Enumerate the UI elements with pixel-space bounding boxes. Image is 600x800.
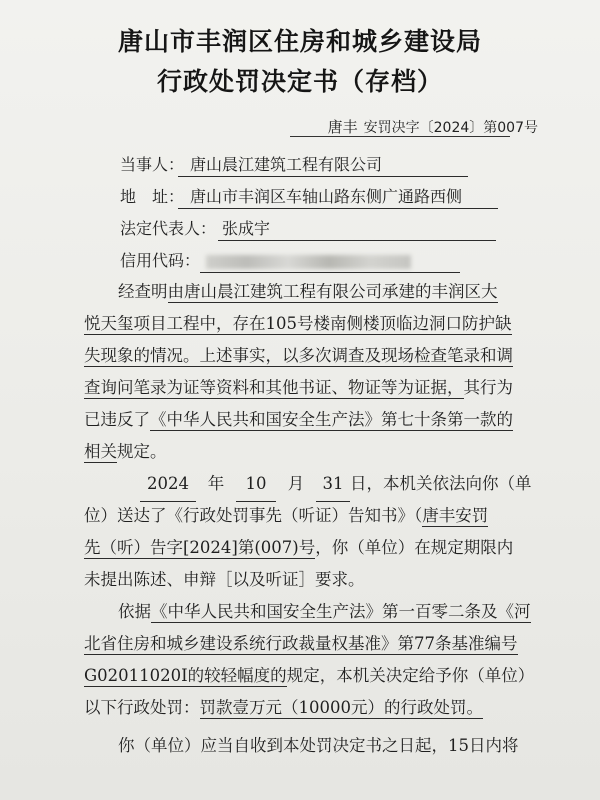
legal-rep-underline [218,240,496,241]
notice-month: 10 [236,468,276,502]
findings-text: 其行为 [463,378,513,397]
findings-text: 已违反了 [84,410,150,429]
party-field [120,152,382,175]
notice-number: 唐丰安罚 [422,506,489,525]
findings-text: 悦天玺项目工程中，存在105号楼南侧楼顶临边洞口防护缺 [84,314,512,333]
credit-code-underline [200,272,460,273]
decision-text: G02011020I的较轻幅度的 [84,666,287,685]
legal-rep-field [120,216,270,239]
decision-paragraph [84,596,570,724]
notice-text: 未提出陈述、申辩［以及听证］要求。 [84,570,365,589]
redacted-credit-code [206,255,411,269]
payment-paragraph [84,730,570,762]
document-title: 行政处罚决定书（存档） [156,67,443,96]
credit-code-label: 信用代码： [120,251,201,270]
address-underline [178,208,498,209]
address-value: 唐山市丰润区车轴山路东侧广通路西侧 [190,187,463,206]
notice-text: ，你（单位）在规定期限内 [315,538,514,557]
agency-title: 唐山市丰润区住房和城乡建设局 [117,27,482,56]
document-number [328,116,538,137]
address-label: 地 址： [120,187,185,206]
document-number-underline [290,136,510,137]
penalty-amount: 罚款壹万元（10000元）的行政处罚。 [199,698,483,717]
decision-text: 以下行政处罚： [84,698,200,717]
address-field [120,184,462,207]
party-underline [178,176,468,177]
notice-text: 位）送达了《行政处罚事先（听证）告知书》（ [84,506,423,525]
notice-text: 日，本机关依法向你（单 [350,474,532,493]
decision-text: 《中华人民共和国安全生产法》第一百零二条及《河 [151,602,531,621]
legal-rep-label: 法定代表人： [120,219,217,238]
findings-text: 规定。 [117,442,167,461]
notice-text: 年 [207,474,225,493]
decision-text: 北省住房和城乡建设系统行政裁量权基准》第77条基准编号 [84,634,518,653]
findings-text: 失现象的情况。上述事实，以多次调查及现场检查笔录和调 [84,346,513,365]
party-value: 唐山晨江建筑工程有限公司 [190,155,383,174]
notice-year: 2024 [140,468,196,502]
findings-text: 相关 [84,442,117,461]
notice-day: 31 [316,468,350,502]
findings-text: 查询问笔录为证等资料和其他书证、物证等为证据， [84,378,464,397]
payment-text: 你（单位）应当自收到本处罚决定书之日起，15日内将 [118,736,519,755]
notice-number: 先（听）告字[2024]第(007)号 [84,538,316,557]
document-number-prefix: 唐丰 [327,118,358,136]
notice-paragraph [84,468,570,596]
credit-code-field [120,248,411,271]
document-number-rest: 安罚决字〔2024〕第007号 [363,120,538,136]
findings-paragraph [84,276,570,468]
findings-text: 经查明 [118,282,168,301]
findings-text: 由唐山晨江建筑工程有限公司承建的丰润区大 [167,282,498,301]
notice-text: 月 [287,474,305,493]
party-label: 当事人： [120,155,185,174]
law-reference: 《中华人民共和国安全生产法》第七十条第一款的 [150,410,513,429]
decision-text: 规定，本机关决定给予你（单位） [286,666,535,685]
decision-text: 依据 [118,602,151,621]
legal-rep-value: 张成宇 [222,219,271,238]
